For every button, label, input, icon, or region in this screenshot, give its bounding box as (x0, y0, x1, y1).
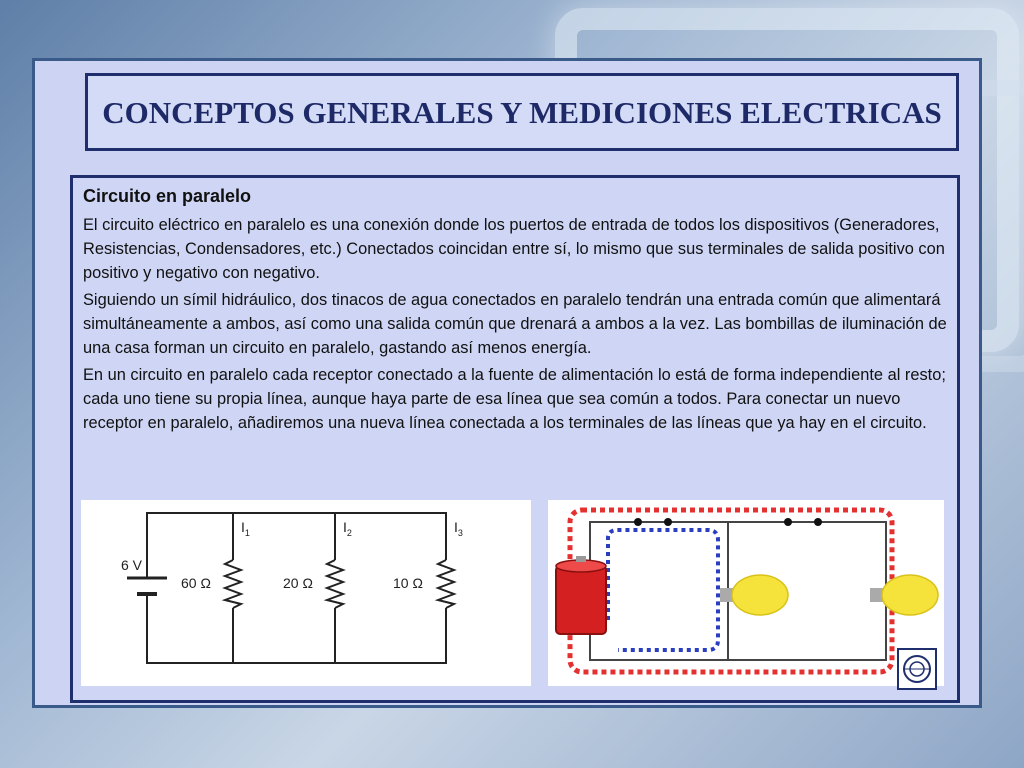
illustration-svg (548, 500, 944, 686)
text-block (83, 186, 948, 438)
current-label-3: $I_3$ (454, 519, 463, 538)
institution-logo-icon (897, 648, 937, 690)
schematic-svg (81, 500, 531, 686)
resistor-label-1: 60 Ω (181, 575, 211, 591)
inner-current-path (608, 530, 718, 650)
slide (32, 58, 982, 708)
current-label-1: $I_1$ (241, 519, 250, 538)
lightbulb-icon-1 (720, 575, 788, 615)
content-box (70, 175, 960, 703)
paragraph-1: El circuito eléctrico en paralelo es una conexión donde los puertos de entrada de todos los dispositivos (Generadores, Resistencias, Condensadores, etc.) Conectados coincidan entre sí, lo mismo que sus terminales de salida positivo con positivo y negativo con negativo. (83, 216, 945, 282)
battery-icon (556, 556, 606, 634)
paragraph-3: En un circuito en paralelo cada receptor conectado a la fuente de alimentación lo está de forma independiente al resto; cada uno tiene su propia línea, aunque haya parte de esa línea que sea común a todos. Para conectar un nuevo receptor en paralelo, añadiremos una nueva línea conectada a los terminales de las líneas que ya hay en el circuito. (83, 366, 946, 432)
section-heading: Circuito en paralelo (83, 186, 252, 206)
resistor-label-3: 10 Ω (393, 575, 423, 591)
current-label-2: $I_2$ (343, 519, 352, 538)
slide-title: CONCEPTOS GENERALES Y MEDICIONES ELECTRICAS (102, 94, 942, 130)
parallel-circuit-schematic (81, 500, 531, 686)
resistor-label-2: 20 Ω (283, 575, 313, 591)
title-box (85, 73, 959, 151)
paragraph-2: Siguiendo un símil hidráulico, dos tinacos de agua conectados en paralelo tendrán una entrada común que alimentará simultáneamente a ambos, así como una salida común que drenará a ambos a la vez. Las bombillas de iluminación de una casa forman un circuito en paralelo, gastando así menos energía. (83, 291, 947, 357)
lightbulb-icon-2 (870, 575, 938, 615)
parallel-circuit-illustration (548, 500, 944, 686)
source-voltage-label: 6 V (121, 557, 143, 573)
